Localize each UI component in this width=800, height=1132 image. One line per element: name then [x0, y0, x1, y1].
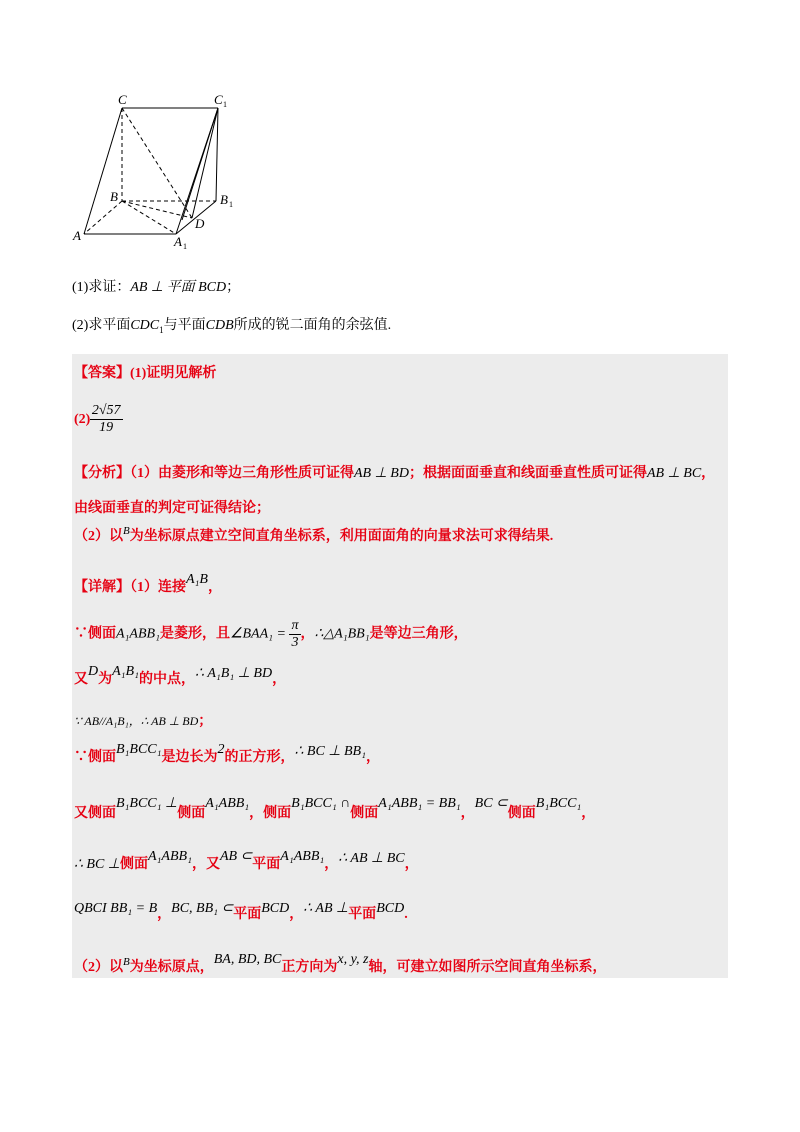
label-A: A [73, 228, 81, 243]
detail-line1: 【详解】（1）连接A₁B， [74, 572, 222, 595]
detail-line2: ∵侧面A₁ABB₁是菱形，且∠BAA₁ = $\frac{\pi}{3}$ ，∴△A₁BB₁是等边三角形， [74, 618, 468, 650]
answer-line2: (2) $\frac{2√57}{19}$ [74, 403, 121, 436]
label-D: D [195, 216, 205, 231]
label-B1: B [220, 192, 228, 207]
question-part1: (1)求证：AB ⊥ 平面 BCD； [72, 280, 241, 295]
detail-line3: 又D为A₁B₁的中点，∴ A₁B₁ ⊥ BD， [74, 664, 287, 687]
analysis-line2: 由线面垂直的判定可证得结论； [74, 501, 270, 516]
detail-line6: 又侧面B₁BCC₁ ⊥侧面A₁ABB₁，侧面B₁BCC₁ ∩侧面A₁ABB₁ = BB₁，BC ⊂侧面B₁BCC₁， [74, 796, 596, 821]
prism-figure [70, 90, 240, 250]
label-B: B [110, 189, 118, 204]
answer-fraction: $\frac{2√57}{19}$ [91, 403, 121, 436]
detail-line8: QBCI BB₁ = B，BC, BB₁ ⊂平面BCD，∴ AB ⊥平面BCD. [74, 901, 408, 922]
detail-line4: ∵ AB//A₁B₁，∴ AB ⊥ BD； [74, 714, 213, 729]
answer-line1: 【答案】(1)证明见解析 [74, 366, 217, 381]
label-A1-sub: 1 [183, 242, 187, 250]
detail-line9: （2）以$^B$为坐标原点，BA, BD, BC正方向为x, y, z轴，可建立如图所示空间直角坐标系， [74, 952, 607, 975]
label-A1: A [174, 234, 182, 249]
label-C: C [118, 92, 127, 107]
detail-line7: ∴ BC ⊥侧面A₁ABB₁，又AB ⊂平面A₁ABB₁，∴ AB ⊥ BC， [74, 849, 419, 872]
label-C1-sub: 1 [223, 100, 227, 109]
analysis-line3: （2）以$^B$为坐标原点建立空间直角坐标系，利用面面角的向量求法可求得结果. [74, 525, 554, 544]
label-B1-sub: 1 [229, 200, 233, 209]
detail-line5: ∵侧面B₁BCC₁是边长为2的正方形，∴ BC ⊥ BB₁， [74, 742, 380, 765]
question-part2: (2)求平面$CDC_1$与平面CDB所成的锐二面角的余弦值. [72, 318, 392, 335]
pi-over-3: $\frac{\pi}{3}$ [291, 618, 299, 650]
analysis-line1: 【分析】（1）由菱形和等边三角形性质可证得AB ⊥ BD；根据面面垂直和线面垂直性质可证得AB ⊥ BC， [74, 466, 716, 481]
label-C1: C [214, 92, 223, 107]
